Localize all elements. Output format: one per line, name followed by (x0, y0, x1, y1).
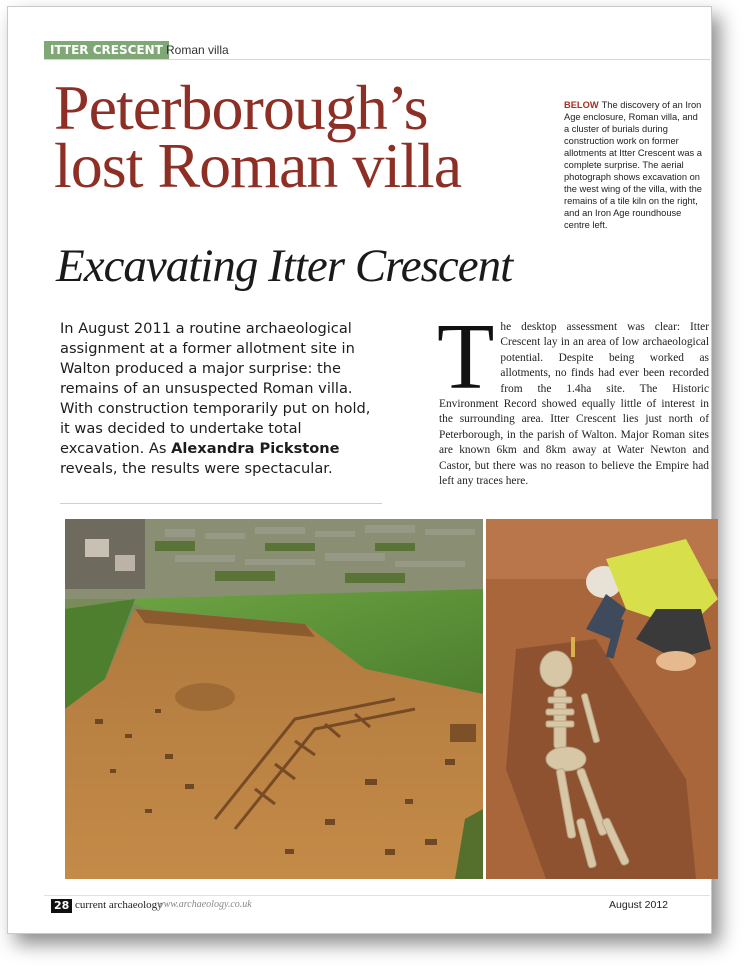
title-line-2: lost Roman villa (54, 130, 462, 201)
page-number: 28 (51, 899, 72, 913)
standfirst-text-after: reveals, the results were spectacular. (60, 460, 333, 477)
standfirst-text-before: In August 2011 a routine archaeological assignment at a former allotment site in Walton produced a major surprise: the remains of an unsuspected Roman villa. With construction temporarily put on hold, it was decided to undertake total excavation. As (60, 320, 371, 457)
article-title (54, 72, 554, 201)
burial-photo-illustration (486, 519, 718, 879)
title-line-1: Peterborough’s (54, 72, 428, 143)
section-tag: ITTER CRESCENT (44, 41, 169, 59)
burial-photo (486, 519, 718, 879)
section-header (44, 41, 710, 60)
body-paragraph: he desktop assessment was clear: Itter Crescent lay in an area of low archaeological potential. Despite being worked as allotments, no finds had ever been recorded from the 1.4ha site. The Historic Environment Record showed equally little of interest in the surrounding area. Itter Crescent lies just north of Peterborough, in the parish of Walton. Major Roman sites are known 6km and 8km away at Water Newton and Castor, but there was no reason to believe the Empire had left any traces here. (439, 321, 709, 488)
issue-date: August 2012 (609, 899, 668, 911)
drop-cap: T (437, 305, 495, 409)
author-name: Alexandra Pickstone (171, 440, 340, 457)
article-subtitle: Excavating Itter Crescent (56, 240, 513, 292)
magazine-url[interactable]: www.archaeology.co.uk (157, 899, 252, 910)
page-footer (44, 895, 710, 914)
caption-text: The discovery of an Iron Age enclosure, Roman villa, and a cluster of burials during construction work on former allotments at Itter Crescent was a complete surprise. The aerial photograph shows excavation on the west wing of the villa, with the remains of a tile kiln on the right, and an Iron Age roundhouse centre left. (564, 100, 702, 230)
body-text (437, 305, 709, 489)
magazine-name: current archaeology (75, 899, 163, 911)
standfirst (60, 319, 382, 479)
magazine-page (7, 6, 712, 934)
photo-caption (564, 99, 702, 231)
aerial-photo-illustration (65, 519, 483, 879)
standfirst-divider (60, 503, 382, 504)
section-subtitle: Roman villa (166, 43, 229, 57)
caption-lead: BELOW (564, 100, 599, 110)
aerial-photo (65, 519, 483, 879)
